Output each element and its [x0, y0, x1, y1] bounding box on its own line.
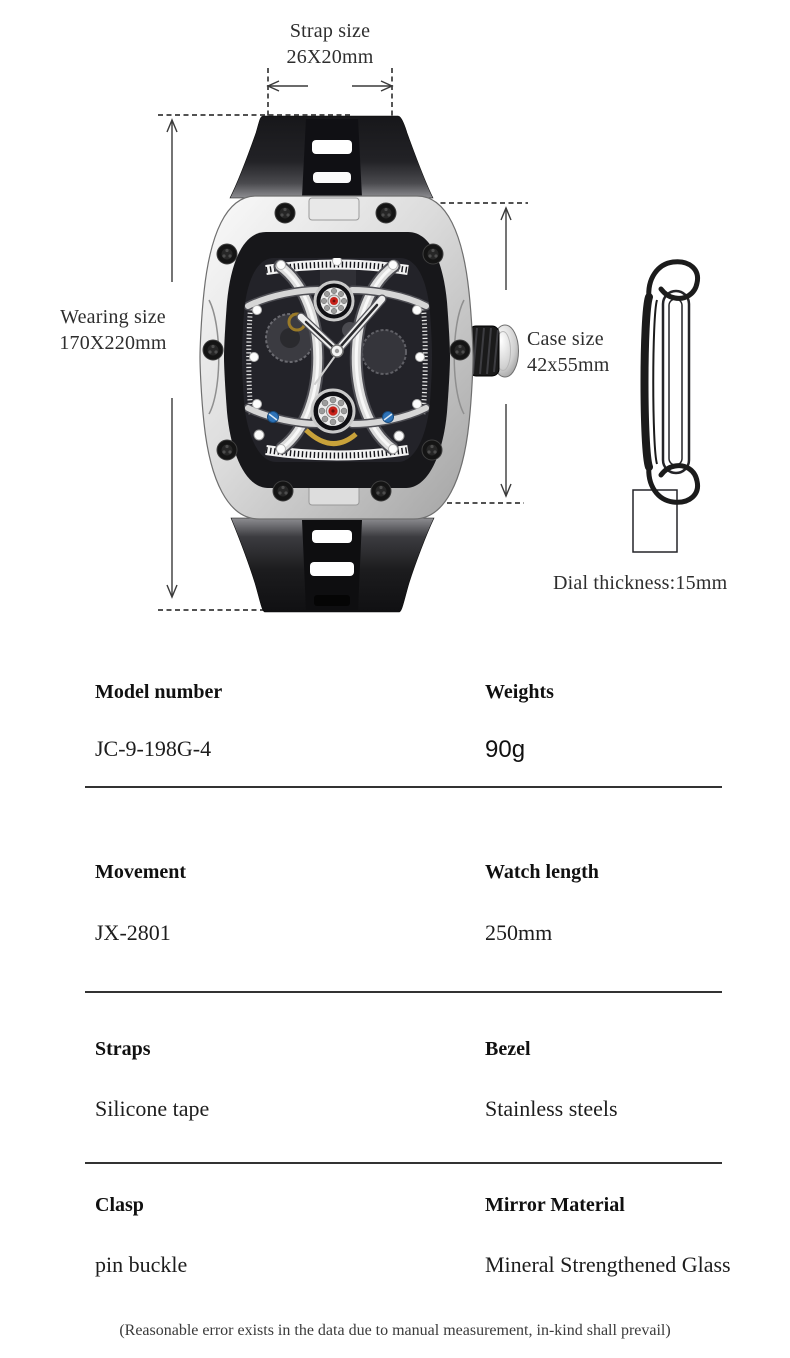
top-bearing-red	[315, 282, 353, 320]
spec-header-weights: Weights	[485, 681, 554, 703]
row-divider	[85, 1162, 722, 1164]
spec-header-movement: Movement	[95, 861, 187, 883]
strap-size-label	[230, 18, 430, 70]
case-size-value: 42x55mm	[527, 354, 610, 376]
spec-value-straps: Silicone tape	[95, 1096, 210, 1121]
skeleton-dial	[240, 255, 435, 465]
spec-header-mirror-material: Mirror Material	[485, 1194, 625, 1216]
spec-header-bezel: Bezel	[485, 1038, 531, 1060]
dial-thickness-label	[553, 570, 783, 596]
strap-size-text: Strap size	[289, 20, 371, 42]
crown	[469, 325, 519, 377]
wearing-size-value: 170X220mm	[59, 332, 167, 354]
wearing-size-text: Wearing size	[60, 306, 166, 328]
case-size-label	[527, 326, 667, 378]
measurement-disclaimer: (Reasonable error exists in the data due to manual measurement, in-kind shall prevail)	[119, 1322, 671, 1339]
spec-header-straps: Straps	[95, 1038, 151, 1060]
wearing-size-label	[38, 304, 188, 356]
row-divider	[85, 991, 722, 993]
spec-value-clasp: pin buckle	[95, 1252, 188, 1277]
spec-value-model-number: JC-9-198G-4	[95, 736, 212, 761]
case-size-text: Case size	[527, 328, 604, 350]
spec-value-weights: 90g	[485, 736, 526, 763]
dial-thickness-text: Dial thickness:15mm	[553, 572, 728, 594]
watch-front-photo	[200, 116, 519, 612]
spec-value-bezel: Stainless steels	[485, 1096, 618, 1121]
watch-side-profile-drawing	[633, 262, 698, 552]
spec-header-watch-length: Watch length	[485, 861, 599, 883]
bottom-bearing-red	[312, 390, 354, 432]
row-divider	[85, 786, 722, 788]
spec-value-watch-length: 250mm	[485, 920, 553, 945]
spec-header-model-number: Model number	[95, 681, 223, 703]
strap-size-value: 26X20mm	[286, 46, 374, 68]
spec-value-mirror-material: Mineral Strengthened Glass	[485, 1252, 731, 1277]
spec-header-clasp: Clasp	[95, 1194, 144, 1216]
spec-value-movement: JX-2801	[95, 920, 171, 945]
